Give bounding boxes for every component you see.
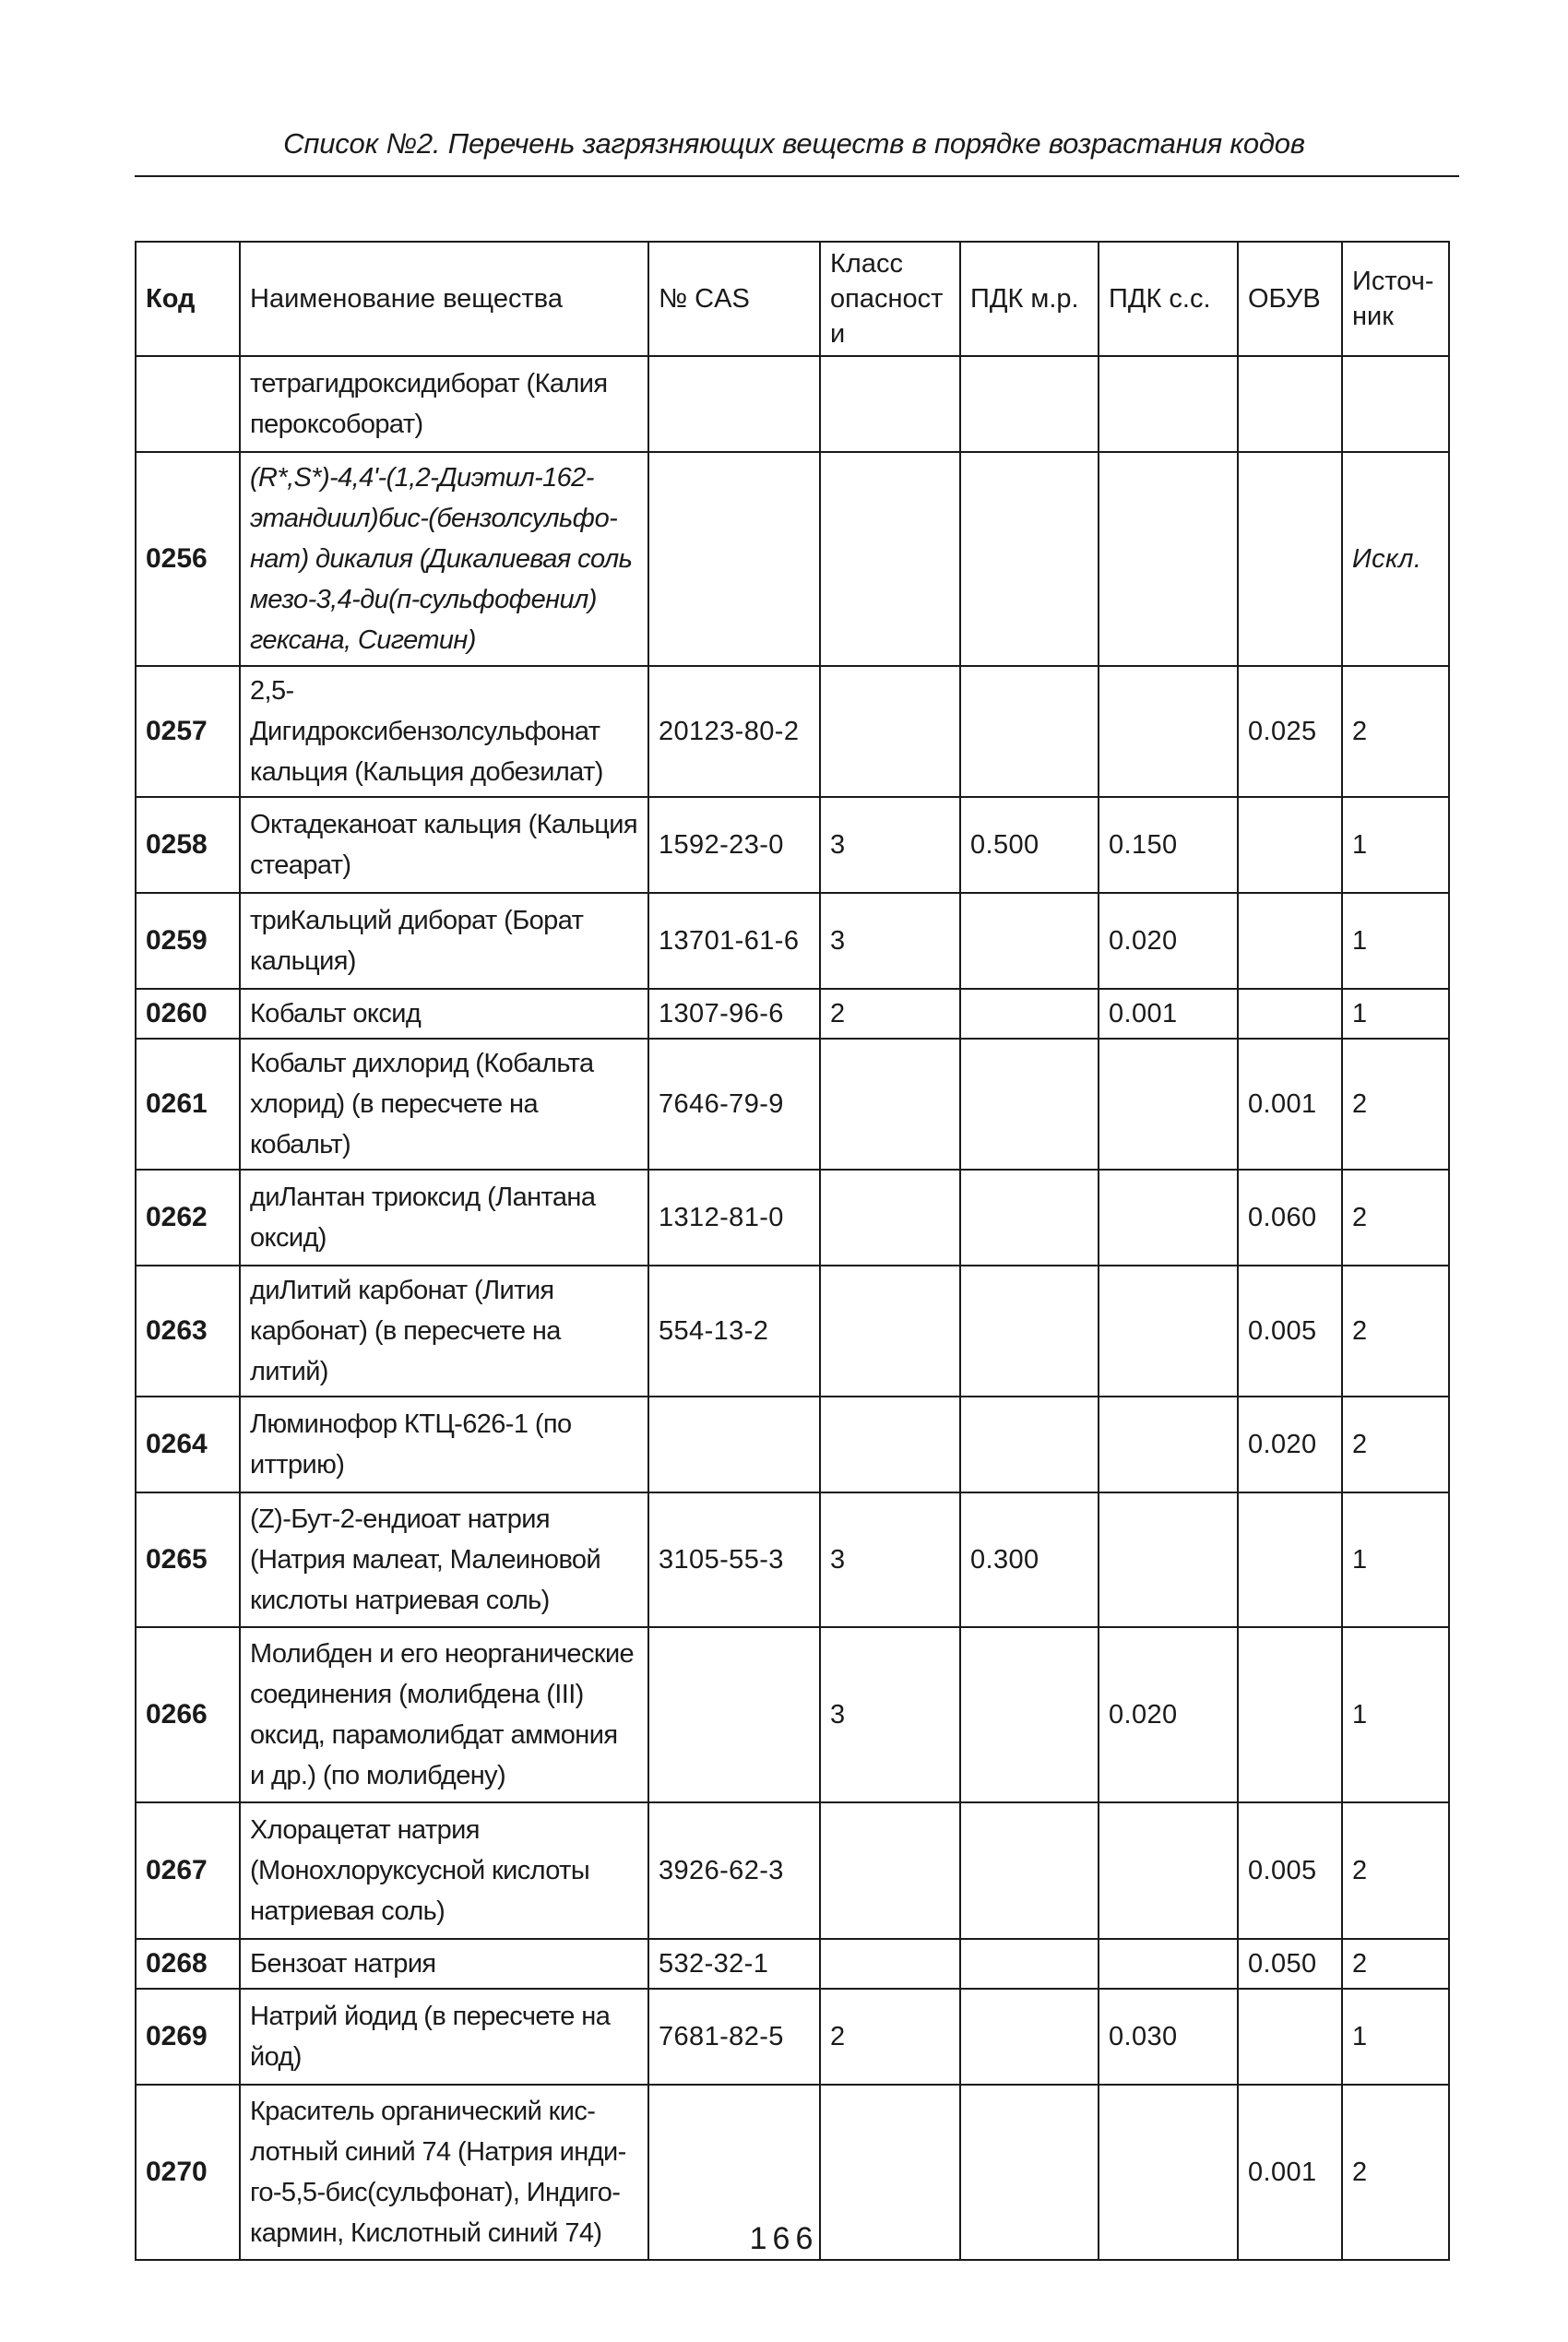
cell-cas: 1312-81-0 — [648, 1170, 820, 1266]
cell-pdk-ss: 0.020 — [1099, 1627, 1238, 1802]
cell-obuv — [1238, 452, 1342, 666]
cell-hazard-class: 2 — [820, 1989, 960, 2085]
cell-pdk-mr — [960, 1170, 1099, 1266]
cell-hazard-class — [820, 356, 960, 452]
cell-source: 2 — [1342, 1939, 1449, 1989]
cell-cas — [648, 1627, 820, 1802]
cell-code: 0265 — [136, 1492, 240, 1627]
header-rule — [135, 175, 1459, 177]
cell-source: 2 — [1342, 1802, 1449, 1939]
cell-code: 0267 — [136, 1802, 240, 1939]
cell-hazard-class — [820, 1802, 960, 1939]
cell-source: 1 — [1342, 989, 1449, 1039]
cell-code: 0256 — [136, 452, 240, 666]
cell-obuv: 0.001 — [1238, 1039, 1342, 1170]
cell-hazard-class — [820, 1939, 960, 1989]
cell-hazard-class: 2 — [820, 989, 960, 1039]
cell-hazard-class: 3 — [820, 1627, 960, 1802]
cell-name: 2,5-Дигидроксибензолсульфонат кальция (Кальция добезилат) — [240, 666, 648, 797]
table-row — [136, 1989, 1449, 2085]
table-row — [136, 356, 1449, 452]
cell-obuv: 0.025 — [1238, 666, 1342, 797]
cell-hazard-class — [820, 1397, 960, 1492]
cell-pdk-ss: 0.030 — [1099, 1989, 1238, 2085]
cell-code: 0269 — [136, 1989, 240, 2085]
cell-source: 2 — [1342, 2085, 1449, 2260]
cell-obuv — [1238, 989, 1342, 1039]
cell-name: (Z)-Бут-2-ендиоат натрия (Натрия малеат, Малеиновой кислоты натриевая соль) — [240, 1492, 648, 1627]
cell-code: 0258 — [136, 797, 240, 893]
cell-source: Искл. — [1342, 452, 1449, 666]
cell-hazard-class: 3 — [820, 1492, 960, 1627]
cell-source: 1 — [1342, 1627, 1449, 1802]
cell-code: 0263 — [136, 1266, 240, 1397]
cell-cas: 554-13-2 — [648, 1266, 820, 1397]
cell-obuv — [1238, 1492, 1342, 1627]
cell-cas — [648, 452, 820, 666]
cell-pdk-ss — [1099, 1266, 1238, 1397]
cell-cas: 3105-55-3 — [648, 1492, 820, 1627]
cell-pdk-mr — [960, 989, 1099, 1039]
cell-source: 2 — [1342, 1039, 1449, 1170]
cell-name: Кобальт оксид — [240, 989, 648, 1039]
cell-cas: 7681-82-5 — [648, 1989, 820, 2085]
cell-obuv: 0.060 — [1238, 1170, 1342, 1266]
cell-source: 2 — [1342, 666, 1449, 797]
col-header-obuv: ОБУВ — [1238, 242, 1342, 356]
cell-pdk-ss — [1099, 1039, 1238, 1170]
table-row — [136, 797, 1449, 893]
cell-name: Бензоат натрия — [240, 1939, 648, 1989]
table-row — [136, 1492, 1449, 1627]
cell-obuv — [1238, 356, 1342, 452]
cell-source: 2 — [1342, 1266, 1449, 1397]
cell-cas: 1307-96-6 — [648, 989, 820, 1039]
cell-obuv: 0.020 — [1238, 1397, 1342, 1492]
cell-cas: 7646-79-9 — [648, 1039, 820, 1170]
cell-cas — [648, 356, 820, 452]
cell-code — [136, 356, 240, 452]
cell-pdk-mr — [960, 1627, 1099, 1802]
cell-hazard-class — [820, 452, 960, 666]
cell-code: 0264 — [136, 1397, 240, 1492]
cell-pdk-mr: 0.500 — [960, 797, 1099, 893]
cell-name: тетрагидроксидиборат (Калия пероксоборат) — [240, 356, 648, 452]
col-header-pdk-ss: ПДК с.с. — [1099, 242, 1238, 356]
cell-pdk-ss: 0.020 — [1099, 893, 1238, 989]
cell-code: 0261 — [136, 1039, 240, 1170]
table-row — [136, 452, 1449, 666]
cell-pdk-mr — [960, 452, 1099, 666]
cell-source: 1 — [1342, 797, 1449, 893]
cell-source: 2 — [1342, 1397, 1449, 1492]
cell-code: 0260 — [136, 989, 240, 1039]
cell-pdk-ss: 0.150 — [1099, 797, 1238, 893]
cell-pdk-ss — [1099, 1492, 1238, 1627]
cell-source: 2 — [1342, 1170, 1449, 1266]
cell-pdk-mr — [960, 893, 1099, 989]
col-header-hazard-class: Класс опасности — [820, 242, 960, 356]
table-header — [136, 242, 1449, 356]
cell-pdk-ss — [1099, 356, 1238, 452]
cell-code: 0266 — [136, 1627, 240, 1802]
col-header-code: Код — [136, 242, 240, 356]
table-row — [136, 1266, 1449, 1397]
cell-name: Краситель органический кис-лотный синий 74 (Натрия инди-го-5,5-бис(сульфонат), Индиго-кармин, Кислотный синий 74) — [240, 2085, 648, 2260]
cell-obuv: 0.005 — [1238, 1266, 1342, 1397]
table-row — [136, 989, 1449, 1039]
cell-name: Люминофор КТЦ-626-1 (по иттрию) — [240, 1397, 648, 1492]
cell-cas — [648, 1397, 820, 1492]
cell-name: (R*,S*)-4,4'-(1,2-Диэтил-162-этандиил)бис-(бензолсульфо-нат) дикалия (Дикалиевая соль мезо-3,4-ди(п-сульфофенил) гексана, Сигетин) — [240, 452, 648, 666]
cell-name: Октадеканоат кальция (Кальция стеарат) — [240, 797, 648, 893]
col-header-pdk-mr: ПДК м.р. — [960, 242, 1099, 356]
cell-pdk-mr — [960, 356, 1099, 452]
cell-name: триКальций диборат (Борат кальция) — [240, 893, 648, 989]
cell-pdk-ss — [1099, 1170, 1238, 1266]
cell-cas: 13701-61-6 — [648, 893, 820, 989]
table-row — [136, 1039, 1449, 1170]
cell-cas: 1592-23-0 — [648, 797, 820, 893]
cell-pdk-ss — [1099, 452, 1238, 666]
cell-hazard-class — [820, 666, 960, 797]
cell-pdk-ss — [1099, 1939, 1238, 1989]
table-row — [136, 1170, 1449, 1266]
cell-name: Кобальт дихлорид (Кобальта хлорид) (в пересчете на кобальт) — [240, 1039, 648, 1170]
running-head: Список №2. Перечень загрязняющих веществ в порядке возрастания кодов — [283, 127, 1305, 160]
col-header-name: Наименование вещества — [240, 242, 648, 356]
cell-obuv: 0.001 — [1238, 2085, 1342, 2260]
table-row — [136, 1627, 1449, 1802]
cell-pdk-mr — [960, 1939, 1099, 1989]
cell-obuv — [1238, 1989, 1342, 2085]
cell-source — [1342, 356, 1449, 452]
cell-pdk-mr — [960, 1989, 1099, 2085]
table-row — [136, 1939, 1449, 1989]
cell-name: Молибден и его неорганические соединения (молибдена (III) оксид, парамолибдат аммония и др.) (по молибдену) — [240, 1627, 648, 1802]
cell-name: Хлорацетат натрия (Монохлоруксусной кислоты натриевая соль) — [240, 1802, 648, 1939]
cell-hazard-class — [820, 1039, 960, 1170]
cell-code: 0262 — [136, 1170, 240, 1266]
cell-source: 1 — [1342, 1492, 1449, 1627]
cell-name: диЛитий карбонат (Лития карбонат) (в пересчете на литий) — [240, 1266, 648, 1397]
col-header-cas: № CAS — [648, 242, 820, 356]
cell-obuv — [1238, 1627, 1342, 1802]
cell-pdk-mr — [960, 666, 1099, 797]
cell-hazard-class: 3 — [820, 893, 960, 989]
cell-obuv: 0.050 — [1238, 1939, 1342, 1989]
table-row — [136, 666, 1449, 797]
cell-pdk-ss — [1099, 1397, 1238, 1492]
table-row — [136, 893, 1449, 989]
cell-code: 0268 — [136, 1939, 240, 1989]
cell-hazard-class — [820, 1170, 960, 1266]
cell-pdk-ss — [1099, 1802, 1238, 1939]
cell-obuv — [1238, 797, 1342, 893]
table-body — [136, 356, 1449, 2260]
cell-cas: 3926-62-3 — [648, 1802, 820, 1939]
cell-source: 1 — [1342, 1989, 1449, 2085]
substances-table — [135, 241, 1450, 2261]
col-header-source: Источ-ник — [1342, 242, 1449, 356]
cell-hazard-class — [820, 1266, 960, 1397]
table-row — [136, 1802, 1449, 1939]
cell-pdk-mr — [960, 1397, 1099, 1492]
table-row — [136, 1397, 1449, 1492]
cell-code: 0257 — [136, 666, 240, 797]
page-number: 166 — [749, 2221, 819, 2256]
cell-cas: 532-32-1 — [648, 1939, 820, 1989]
cell-source: 1 — [1342, 893, 1449, 989]
cell-hazard-class: 3 — [820, 797, 960, 893]
cell-name: Натрий йодид (в пересчете на йод) — [240, 1989, 648, 2085]
cell-obuv — [1238, 893, 1342, 989]
cell-pdk-ss: 0.001 — [1099, 989, 1238, 1039]
cell-pdk-ss — [1099, 666, 1238, 797]
cell-pdk-mr — [960, 1266, 1099, 1397]
header-row — [136, 242, 1449, 356]
cell-pdk-mr: 0.300 — [960, 1492, 1099, 1627]
cell-code: 0270 — [136, 2085, 240, 2260]
cell-name: диЛантан триоксид (Лантана оксид) — [240, 1170, 648, 1266]
cell-pdk-mr — [960, 1802, 1099, 1939]
cell-obuv: 0.005 — [1238, 1802, 1342, 1939]
cell-code: 0259 — [136, 893, 240, 989]
cell-cas: 20123-80-2 — [648, 666, 820, 797]
cell-pdk-mr — [960, 1039, 1099, 1170]
